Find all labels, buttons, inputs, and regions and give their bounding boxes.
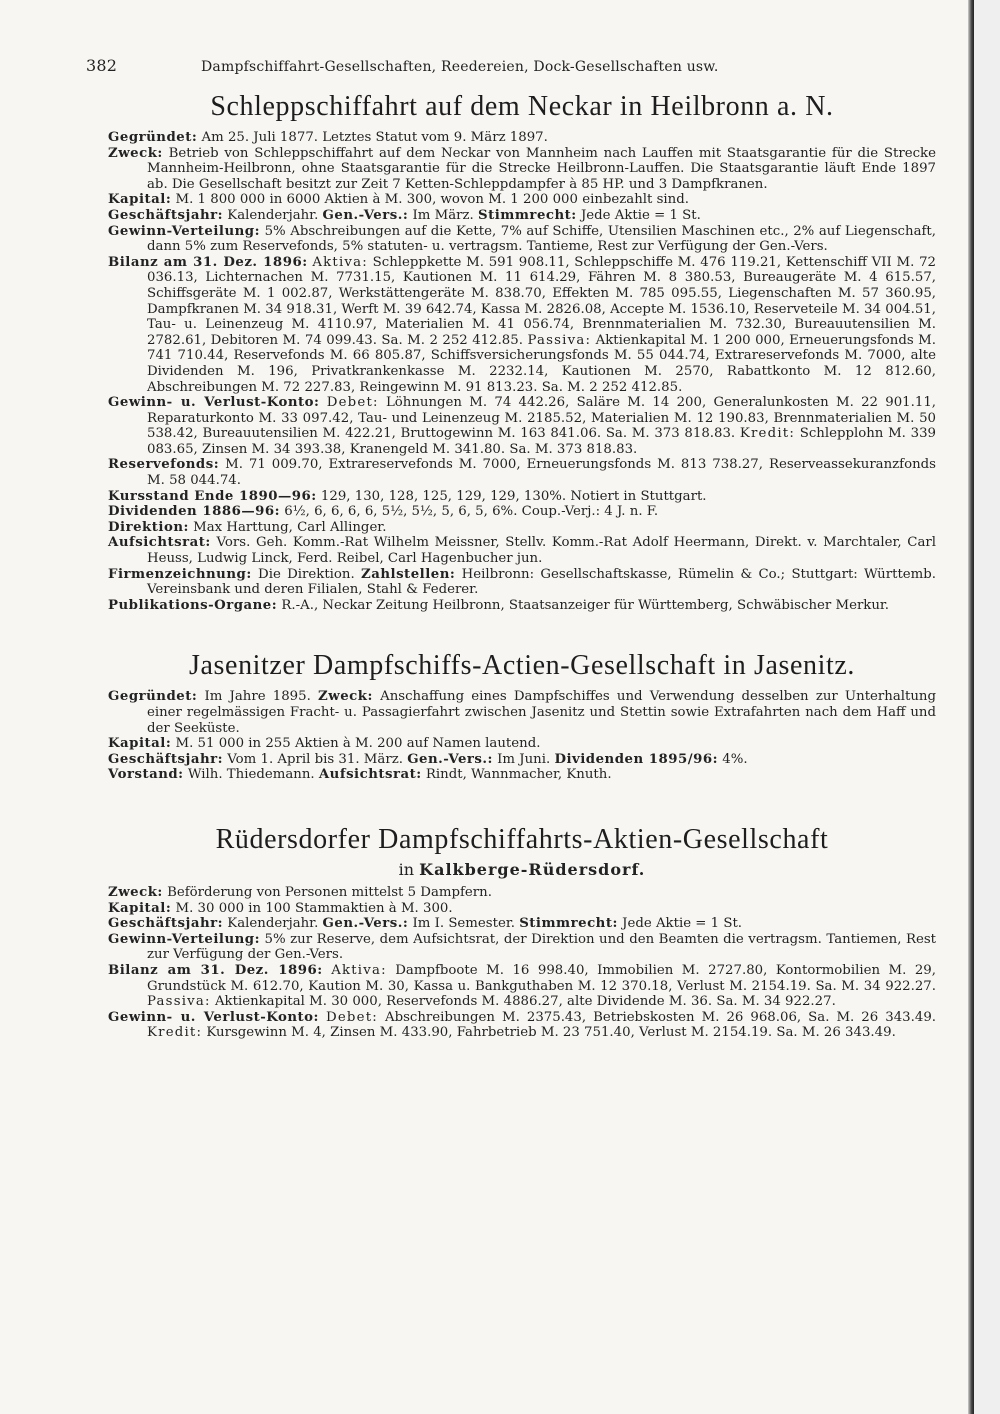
company-title: Schleppschiffahrt auf dem Neckar in Heilbronn a. N.: [210, 91, 834, 122]
entry-supervisory-board: Aufsichtsrat: Vors. Geh. Komm.-Rat Wilhelm Meissner, Stellv. Komm.-Rat Adolf Heermann, Direkt. v. Marchtaler, Carl Heuss, Ludwig Linck, Ferd. Reibel, Carl Hagenbucher jun.: [108, 535, 936, 567]
page-margin-strip: [974, 0, 1000, 1414]
entry-profit-distribution: Gewinn-Verteilung: 5% zur Reserve, dem Aufsichtsrat, der Direktion und den Beamten die vertragsm. Tantiemen, Rest zur Verfügung der Gen.-Vers.: [108, 931, 936, 963]
entry-signatory: Firmenzeichnung: Die Direktion. Zahlstellen: Heilbronn: Gesellschaftskasse, Rümelin & Co.; Stuttgart: Württemb. Vereinsbank und deren Filialen, Stahl & Federer.: [108, 566, 937, 598]
entry-reserve-fund: Reservefonds: M. 71 009.70, Extrareservefonds M. 7000, Erneuerungsfonds M. 813 738.27, Reserveassekuranzfonds M. 58 044.74.: [108, 457, 937, 489]
entry-purpose: Zweck: Betrieb von Schleppschiffahrt auf dem Neckar von Mannheim nach Lauffen mit Staatsgarantie für die Strecke Mannheim-Heilbronn, ohne Staatsgarantie für die Strecke Heilbronn-Lauffen. Die Staatsgarantie läuft Ende 1897 ab. Die Gesellschaft besitzt zur Zeit 7 Ketten-Schleppdampfer à 85 HP. und 3 Dampfkranen.: [108, 145, 936, 192]
company-subtitle: in Kalkberge-Rüdersdorf.: [398, 859, 646, 879]
entry-profit-distribution: Gewinn-Verteilung: 5% Abschreibungen auf die Kette, 7% auf Schiffe, Utensilien Maschinen etc., 2% auf Liegenschaft, dann 5% zum Reservefonds, 5% statuten- u. vertragsm. Tantieme, Rest zur Verfügung der Gen.-Vers.: [108, 223, 936, 255]
entry-founded: Gegründet: Im Jahre 1895. Zweck: Anschaffung eines Dampfschiffes und Verwendung desselben zur Unterhaltung einer regelmässigen Fracht- u. Passagierfahrt zwischen Jasenitz und Stettin sowie Extrafahrten nach dem Haff und der Seeküste.: [108, 689, 937, 736]
company-title: Jasenitzer Dampfschiffs-Actien-Gesellschaft in Jasenitz.: [189, 650, 855, 682]
entry-fiscal-year: Geschäftsjahr: Kalenderjahr. Gen.-Vers.: Im I. Semester. Stimmrecht: Jede Aktie = 1 St.: [108, 916, 743, 932]
company-section-jasenitz: [108, 649, 936, 783]
entry-profit-loss: Gewinn- u. Verlust-Konto: Debet: Löhnungen M. 74 442.26, Saläre M. 14 200, Generalunkosten M. 22 901.11, Reparaturkonto M. 33 097.42, Tau- und Leinenzeug M. 2185.52, Materialien M. 12 190.83, Brennmaterialien M. 50 538.42, Bureauutensilien M. 422.21, Bruttogewinn M. 163 841.06. Sa. M. 373 818.83. Kredit: Schlepplohn M. 339 083.65, Zinsen M. 34 393.38, Kranengeld M. 341.80. Sa. M. 373 818.83.: [108, 395, 937, 457]
entry-capital: Kapital: M. 51 000 in 255 Aktien à M. 200 auf Namen lautend.: [108, 736, 541, 752]
entry-profit-loss: Gewinn- u. Verlust-Konto: Debet: Abschreibungen M. 2375.43, Betriebskosten M. 26 968.06, Sa. M. 26 343.49. Kredit: Kursgewinn M. 4, Zinsen M. 433.90, Fahrbetrieb M. 23 751.40, Verlust M. 2154.19. Sa. M. 26 343.49.: [108, 1009, 936, 1041]
document-page: [86, 56, 937, 1041]
entry-capital: Kapital: M. 1 800 000 in 6000 Aktien à M. 300, wovon M. 1 200 000 einbezahlt sind.: [108, 192, 689, 208]
entry-dividends: Dividenden 1886—96: 6½, 6, 6, 6, 6, 5½, 5½, 5, 6, 5, 6%. Coup.-Verj.: 4 J. n. F.: [108, 504, 659, 520]
entry-publications: Publikations-Organe: R.-A., Neckar Zeitung Heilbronn, Staatsanzeiger für Württemberg, Schwäbischer Merkur.: [108, 597, 890, 613]
entry-price-history: Kursstand Ende 1890—96: 129, 130, 128, 125, 129, 129, 130%. Notiert in Stuttgart.: [108, 488, 707, 504]
company-section-ruedersdorf: [108, 823, 936, 1041]
entry-fiscal-year: Geschäftsjahr: Kalenderjahr. Gen.-Vers.: Im März. Stimmrecht: Jede Aktie = 1 St.: [108, 207, 701, 223]
page-number: 382: [86, 56, 118, 75]
entry-balance-sheet: Bilanz am 31. Dez. 1896: Aktiva: Schleppkette M. 591 908.11, Schleppschiffe M. 476 119.21, Kettenschiff VII M. 72 036.13, Lichternachen M. 7731.15, Kautionen M. 11 614.29, Fähren M. 8 380.53, Bureaugeräte M. 4 615.57, Schiffsgeräte M. 1 002.87, Werkstättengeräte M. 838.70, Effekten M. 785 095.55, Liegenschaften M. 57 360.95, Dampfkranen M. 34 918.31, Werft M. 39 642.74, Kassa M. 2826.08, Accepte M. 1536.10, Reserveteile M. 34 004.51, Tau- u. Leinenzeug M. 4110.97, Materialien M. 41 056.74, Brennmaterialien M. 732.30, Bureauutensilien M. 2782.61, Debitoren M. 74 099.43. Sa. M. 2 252 412.85. Passiva: Aktienkapital M. 1 200 000, Erneuerungsfonds M. 741 710.44, Reservefonds M. 66 805.87, Schiffsversicherungsfonds M. 55 044.74, Extrareservefonds M. 7000, alte Dividenden M. 196, Privatkrankenkasse M. 2232.14, Kautionen M. 2570, Rabattkonto M. 12 812.60, Abschreibungen M. 72 227.83, Reingewinn M. 91 813.23. Sa. M. 2 252 412.85.: [108, 254, 937, 395]
section-gap: [108, 613, 936, 649]
company-place: Kalkberge-Rüdersdorf.: [419, 859, 646, 879]
entry-balance-sheet: Bilanz am 31. Dez. 1896: Aktiva: Dampfboote M. 16 998.40, Immobilien M. 2727.80, Kontormobilien M. 29, Grundstück M. 612.70, Kaution M. 30, Kassa u. Bankguthaben M. 12 370.18, Verlust M. 2154.19. Sa. M. 34 922.27. Passiva: Aktienkapital M. 30 000, Reservefonds M. 4886.27, alte Dividende M. 36. Sa. M. 34 922.27.: [108, 962, 936, 1010]
company-title: Rüdersdorfer Dampfschiffahrts-Aktien-Gesellschaft: [215, 823, 829, 855]
running-title: Dampfschiffahrt-Gesellschaften, Reedereien, Dock-Gesellschaften usw.: [201, 59, 719, 75]
section-gap: [108, 783, 936, 823]
entry-capital: Kapital: M. 30 000 in 100 Stammaktien à M. 300.: [108, 900, 453, 916]
entry-founded: Gegründet: Am 25. Juli 1877. Letztes Statut vom 9. März 1897.: [108, 130, 548, 145]
entry-management: Direktion: Max Harttung, Carl Allinger.: [108, 519, 387, 535]
entry-fiscal-year: Geschäftsjahr: Vom 1. April bis 31. März. Gen.-Vers.: Im Juni. Dividenden 1895/96: 4%.: [108, 751, 748, 767]
entry-board: Vorstand: Wilh. Thiedemann. Aufsichtsrat: Rindt, Wannmacher, Knuth.: [108, 767, 612, 783]
running-header: [86, 56, 936, 80]
company-section-heilbronn: [108, 90, 936, 613]
entry-purpose: Zweck: Beförderung von Personen mittelst 5 Dampfern.: [108, 884, 492, 900]
